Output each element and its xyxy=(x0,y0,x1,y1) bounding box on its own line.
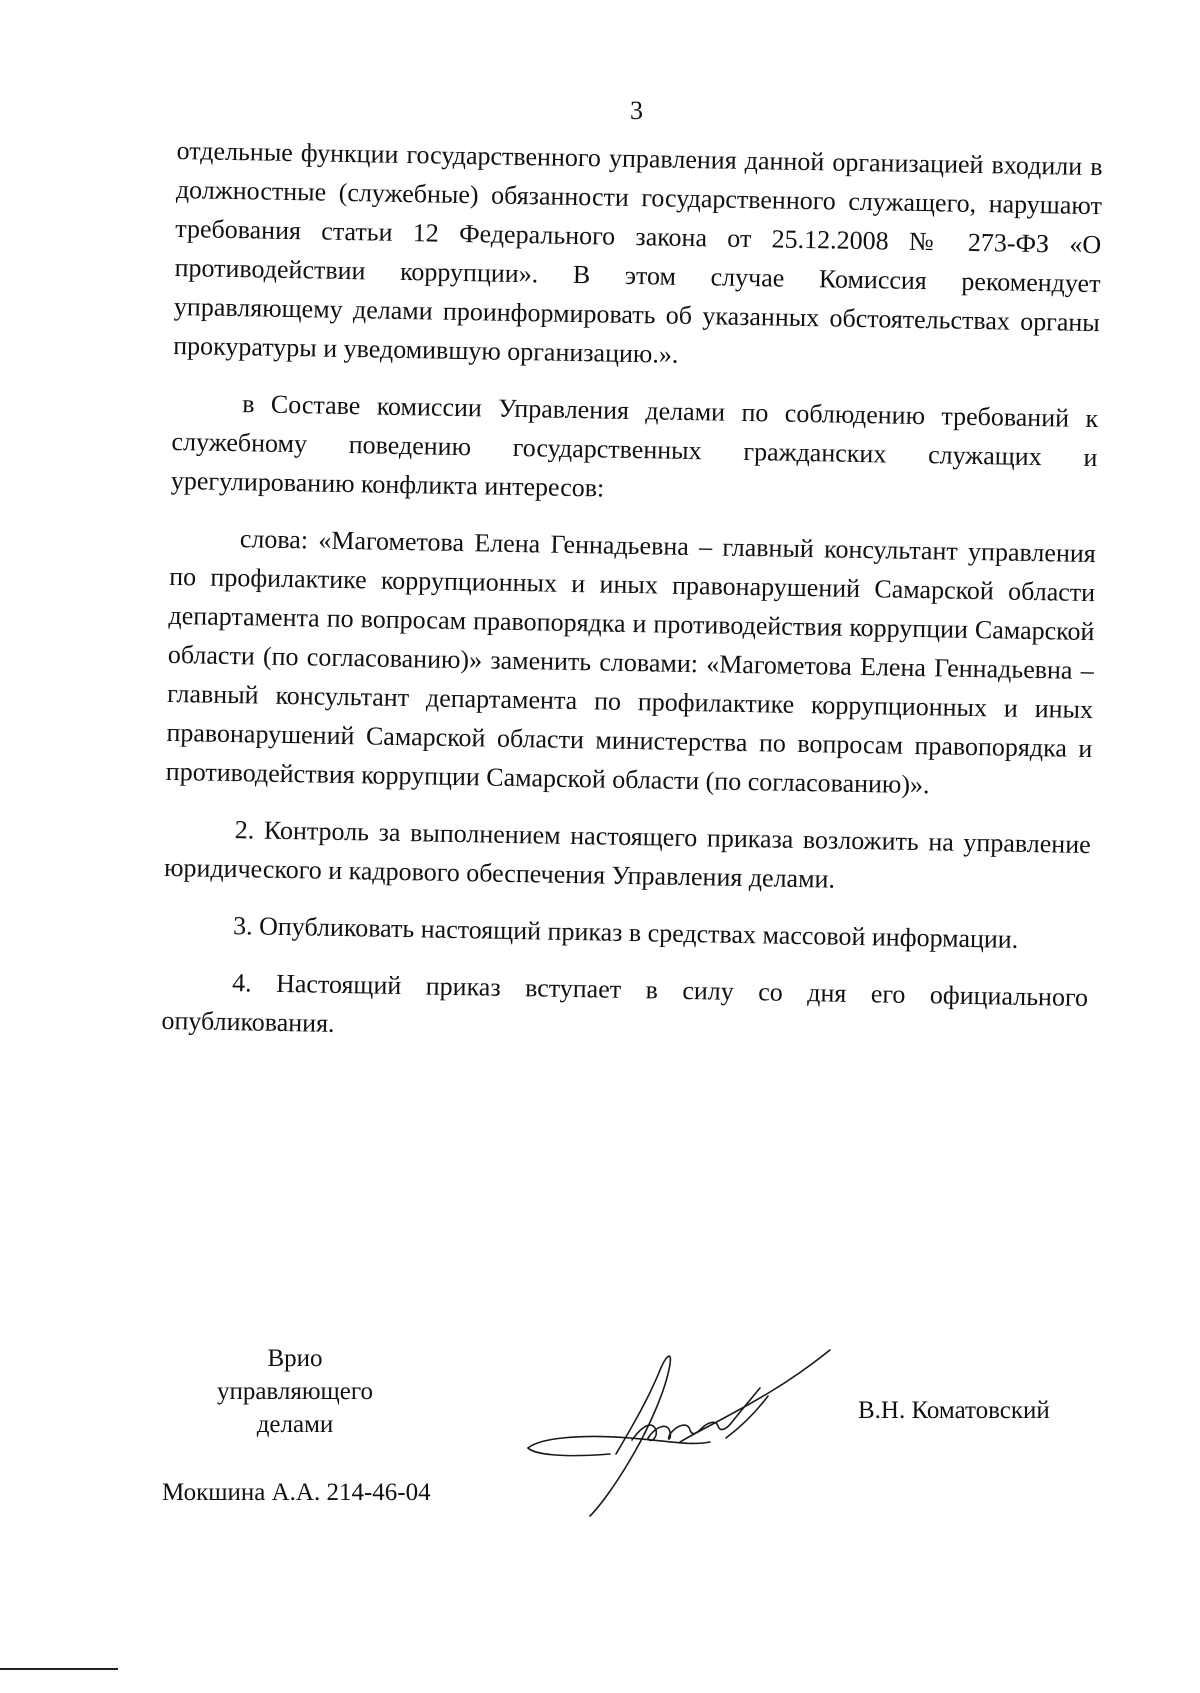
paragraph-item-4: 4. Настоящий приказ вступает в силу со дня его официального опубликования. xyxy=(161,968,1089,1038)
paragraph-continuation: отдельные функции государственного управления данной организацией входили в должностные (служебные) обязанности государственного служащего, нарушают требования статьи 12 Федерального закона от 25.12.2008 № 273-ФЗ «О противодействии коррупции». В этом случае Комиссия рекомендует управляющему делами проинформировать об указанных обстоятельствах органы прокуратуры и уведомившую организацию.». xyxy=(173,135,1103,369)
paragraph-words-replacement: слова: «Магометова Елена Геннадьевна – главный консультант управления по профилактике коррупционных и иных правонарушений Самарской области департамента по вопросам правопорядка и противодействия коррупции Самарской области (по согласованию)» заменить словами: «Магометова Елена Геннадьевна – главный консультант департамента по профилактике коррупционных и иных правонарушений Самарской области министерства по вопросам правопорядка и противодействия коррупции Самарской области (по согласованию)». xyxy=(165,524,1097,800)
signatory-position xyxy=(190,1342,400,1441)
paragraph-item-3: 3. Опубликовать настоящий приказ в средствах массовой информации. xyxy=(232,911,1019,954)
signatory-position-line: Врио xyxy=(267,1345,323,1372)
signatory-position-line: делами xyxy=(256,1411,334,1438)
paragraph-commission-composition: в Составе комиссии Управления делами по соблюдению требований к служебному поведению государственных гражданских служащих и урегулированию конфликта интересов: xyxy=(170,389,1099,503)
executor-contact: Мокшина А.А. 214-46-04 xyxy=(162,1479,431,1506)
page-number: 3 xyxy=(630,96,643,125)
signatory-position-line: управляющего xyxy=(216,1378,374,1405)
document-body xyxy=(161,131,1103,1074)
corner-divider xyxy=(0,1668,118,1670)
paragraph-item-2: 2. Контроль за выполнением настоящего приказа возложить на управление юридического и кадрового обеспечения Управления делами. xyxy=(163,815,1091,894)
signatory-name: В.Н. Коматовский xyxy=(858,1397,1050,1424)
